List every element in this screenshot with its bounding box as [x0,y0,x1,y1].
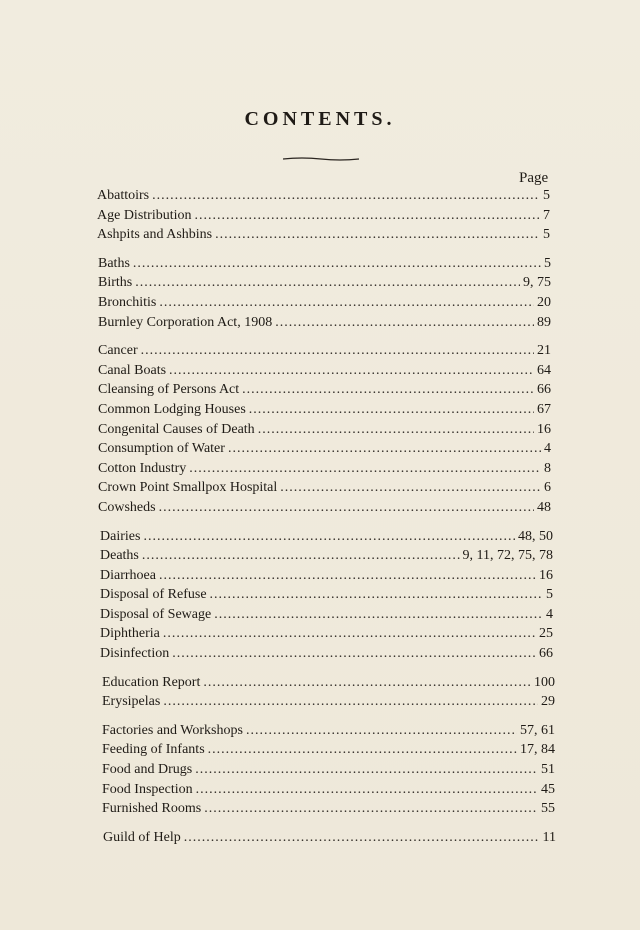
entry-label: Factories and Workshops [102,722,243,738]
entry-page-number: 8 [544,460,551,476]
dot-leader [142,548,460,564]
contents-entry [100,548,553,568]
dot-leader [210,587,543,603]
entry-label: Cleansing of Persons Act [98,382,240,398]
entry-page-number: 9, 11, 72, 75, 78 [462,548,553,564]
entry-page-number: 48, 50 [518,528,553,544]
entry-page-number: 5 [543,188,550,203]
entry-label: Cowsheds [98,499,156,515]
entry-page-number: 48 [537,499,551,515]
entry-page-number: 29 [541,694,555,710]
entry-page-number: 57, 61 [520,722,555,738]
contents-entry [100,529,553,549]
dot-leader [214,607,543,623]
entry-label: Burnley Corporation Act, 1908 [98,314,273,330]
dot-leader [133,256,541,272]
entry-page-number: 4 [544,441,551,457]
dot-leader [135,275,520,291]
entry-label: Cotton Industry [98,460,187,476]
entry-page-number: 20 [537,294,551,310]
entry-page-number: 100 [534,674,555,690]
contents-entry [102,742,555,762]
dot-leader [184,830,540,846]
entry-label: Deaths [100,548,139,564]
contents-entry [100,607,553,627]
entry-page-number: 16 [537,421,551,437]
entry-page-number: 16 [539,567,553,583]
dot-leader [196,782,538,798]
contents-group [0,256,551,334]
contents-entry [97,208,550,228]
contents-entry [98,461,551,481]
contents-entry [98,500,551,520]
entry-label: Crown Point Smallpox Hospital [98,480,278,496]
entry-page-number: 11 [542,829,556,845]
contents-entry [98,402,551,422]
contents-entry [98,315,551,335]
entry-page-number: 66 [539,646,553,662]
dot-leader [159,295,534,311]
contents-group [0,343,551,519]
dot-leader [143,529,515,545]
entry-label: Cancer [98,343,138,359]
entry-page-number: 21 [537,343,551,359]
entry-label: Common Lodging Houses [98,401,246,417]
entry-label: Disinfection [100,646,170,662]
entry-label: Congenital Causes of Death [98,421,255,437]
entry-page-number: 9, 75 [523,275,551,291]
page-title: CONTENTS. [244,108,396,130]
entry-label: Disposal of Sewage [100,606,212,622]
contents-entry [97,188,550,208]
entry-label: Furnished Rooms [102,801,202,817]
dot-leader [249,402,534,418]
entry-label: Education Report [102,674,201,690]
entry-label: Disposal of Refuse [100,587,207,603]
entry-page-number: 5 [546,587,553,603]
entry-page-number: 5 [544,255,551,271]
dot-leader [195,762,538,778]
entry-label: Canal Boats [98,362,167,378]
contents-group [0,188,550,247]
entry-label: Diphtheria [100,626,160,642]
entry-page-number: 4 [546,606,553,622]
entry-page-number: 67 [537,401,551,417]
dot-leader [204,801,538,817]
entry-page-number: 55 [541,801,555,817]
contents-group [0,830,556,850]
contents-list [0,188,640,858]
entry-page-number: 5 [543,227,550,243]
dot-leader [215,227,540,243]
contents-entry [98,441,551,461]
contents-entry [102,801,555,821]
entry-label: Ashpits and Ashbins [97,227,213,243]
entry-label: Abattoirs [97,188,150,203]
entry-label: Dairies [100,528,141,544]
dot-leader [258,422,534,438]
dot-leader [246,723,517,739]
entry-page-number: 17, 84 [520,742,555,758]
contents-entry [102,694,555,714]
contents-entry [102,782,555,802]
dot-leader [152,188,540,204]
entry-page-number: 6 [544,480,551,496]
entry-page-number: 64 [537,362,551,378]
entry-label: Erysipelas [102,694,161,710]
dot-leader [280,480,541,496]
contents-entry [102,675,555,695]
entry-label: Food Inspection [102,781,193,797]
contents-entry [100,626,553,646]
entry-label: Food and Drugs [102,762,193,778]
contents-entry [102,723,555,743]
dot-leader [275,315,534,331]
entry-label: Age Distribution [97,207,192,223]
entry-label: Diarrhoea [100,567,156,583]
contents-entry [100,568,553,588]
entry-page-number: 51 [541,762,555,778]
contents-entry [98,382,551,402]
dot-leader [242,382,534,398]
entry-label: Consumption of Water [98,441,225,457]
decorative-rule [283,157,359,161]
entry-label: Bronchitis [98,294,157,310]
dot-leader [159,568,536,584]
entry-label: Baths [98,255,130,271]
contents-entry [103,830,556,850]
contents-group [0,675,555,714]
dot-leader [169,363,534,379]
page-column-heading: Page [519,170,549,186]
contents-entry [98,275,551,295]
dot-leader [189,461,541,477]
entry-page-number: 25 [539,626,553,642]
contents-entry [98,363,551,383]
contents-entry [98,422,551,442]
dot-leader [203,675,531,691]
contents-entry [98,343,551,363]
dot-leader [159,500,534,516]
entry-page-number: 89 [537,314,551,330]
entry-page-number: 7 [543,207,550,223]
dot-leader [228,441,541,457]
dot-leader [141,343,534,359]
entry-label: Feeding of Infants [102,742,205,758]
contents-entry [97,227,550,247]
entry-label: Guild of Help [103,829,181,845]
dot-leader [163,626,536,642]
entry-page-number: 66 [537,382,551,398]
contents-entry [100,646,553,666]
dot-leader [195,208,541,224]
entry-label: Births [98,275,133,291]
contents-entry [98,480,551,500]
entry-page-number: 45 [541,781,555,797]
contents-entry [102,762,555,782]
contents-group [0,529,553,666]
dot-leader [163,694,538,710]
contents-entry [98,256,551,276]
dot-leader [208,742,517,758]
contents-entry [100,587,553,607]
dot-leader [172,646,536,662]
contents-entry [98,295,551,315]
contents-group [0,723,555,821]
